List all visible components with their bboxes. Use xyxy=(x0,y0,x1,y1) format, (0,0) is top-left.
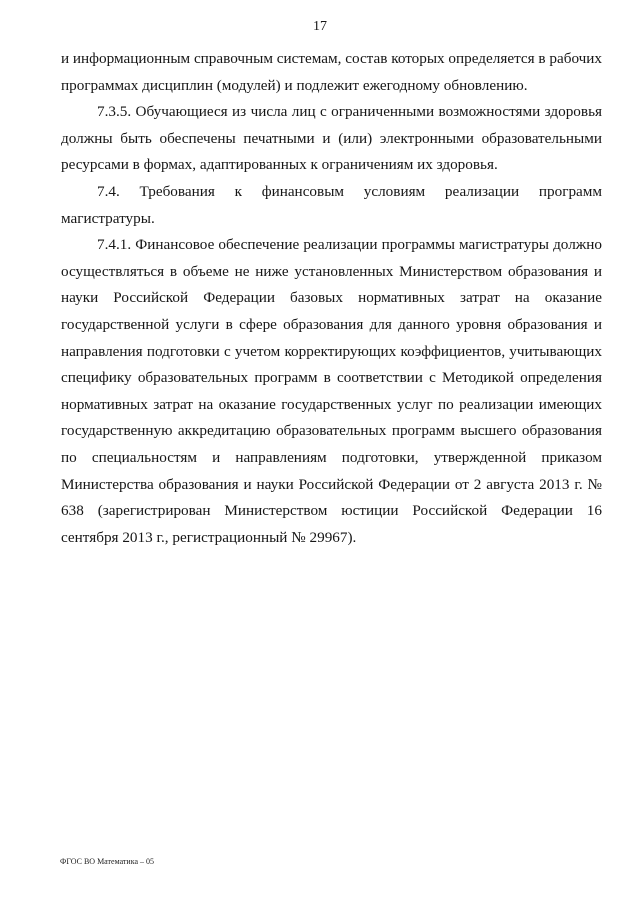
document-footer: ФГОС ВО Математика – 05 xyxy=(60,857,155,866)
paragraph-7-4: 7.4. Требования к финансовым условиям реализации программ магистратуры. xyxy=(61,182,602,227)
document-body xyxy=(61,46,602,551)
page-number: 17 xyxy=(313,19,327,34)
paragraph-7-4-1: 7.4.1. Финансовое обеспечение реализации программы магистратуры должно осуществляться в объеме не ниже установленных Министерством образования и науки Российской Федерации базовых нормативных затрат на оказание государственной услуги в сфере образования для данного уровня образования и направления подготовки с учетом корректирующих коэффициентов, учитывающих специфику образовательных программ в соответствии с Методикой определения нормативных затрат на оказание государственных услуг по реализации имеющих государственную аккредитацию образовательных программ высшего образования по специальностям и направлениям подготовки, утвержденной приказом Министерства образования и науки Российской Федерации от 2 августа 2013 г. № 638 (зарегистрирован Министерством юстиции Российской Федерации 16 сентября 2013 г., регистрационный № 29967). xyxy=(61,236,602,546)
paragraph-7-3-5: 7.3.5. Обучающиеся из числа лиц с ограниченными возможностями здоровья должны быть обеспечены печатными и (или) электронными образовательными ресурсами в формах, адаптированных к ограничениям их здоровья. xyxy=(61,103,602,174)
paragraph-continuation: и информационным справочным системам, состав которых определяется в рабочих программах дисциплин (модулей) и подлежит ежегодному обновлению. xyxy=(61,50,603,94)
